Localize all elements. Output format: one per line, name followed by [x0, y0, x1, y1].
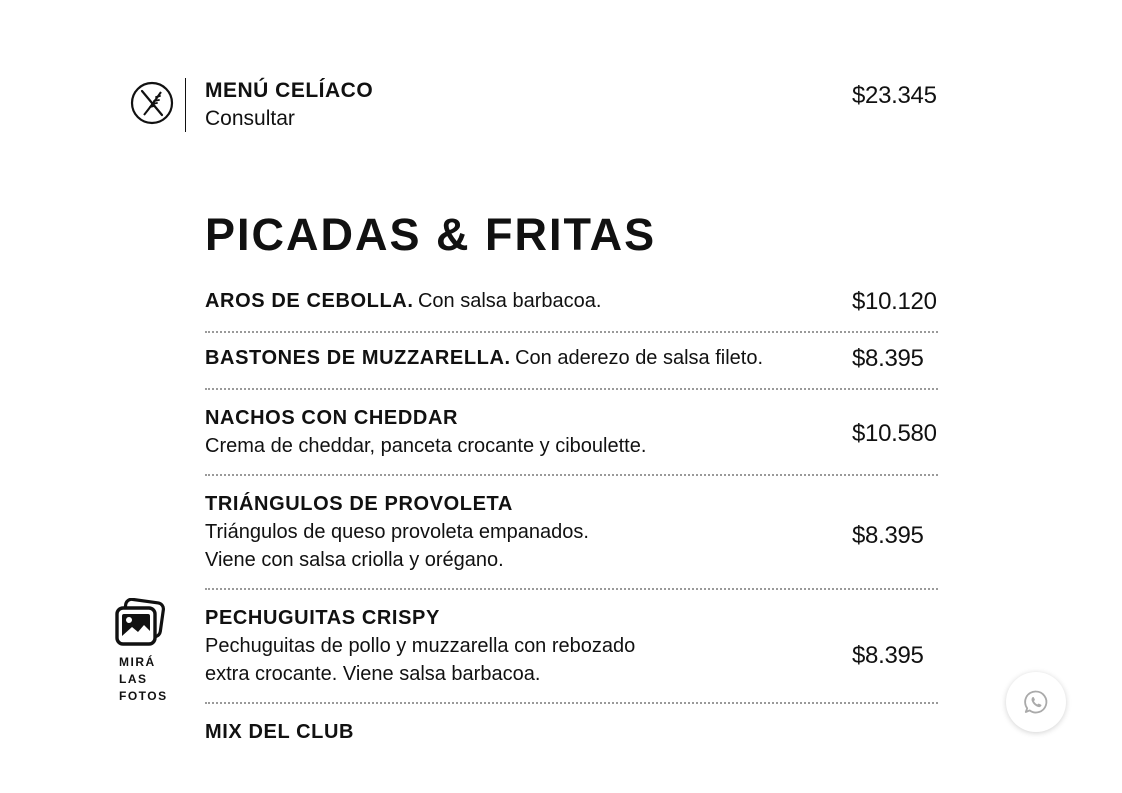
celiac-menu-price: $23.345 [852, 82, 937, 109]
menu-item [205, 490, 938, 574]
item-price: $8.395 [852, 522, 924, 549]
item-description-line: Triángulos de queso provoleta empanados. [205, 521, 589, 543]
item-name: NACHOS CON CHEDDAR [205, 407, 459, 429]
item-price: $10.580 [852, 420, 937, 447]
menu-item [205, 604, 938, 688]
section-title: PICADAS & FRITAS [205, 209, 657, 260]
celiac-divider [185, 78, 186, 132]
item-description-line: Viene con salsa criolla y orégano. [205, 549, 504, 571]
celiac-menu-subtitle: Consultar [205, 107, 295, 130]
item-name: MIX DEL CLUB [205, 721, 355, 743]
whatsapp-icon [1023, 689, 1049, 715]
item-name: PECHUGUITAS CRISPY [205, 607, 440, 629]
item-description: Con salsa barbacoa. [417, 290, 602, 312]
menu-item [205, 718, 938, 746]
item-name: BASTONES DE MUZZARELLA. [205, 347, 511, 369]
see-photos-label: MIRÁ LAS FOTOS [119, 655, 168, 703]
item-name: TRIÁNGULOS DE PROVOLETA [205, 493, 513, 515]
see-photos-link[interactable] [114, 598, 174, 705]
item-name: AROS DE CEBOLLA. [205, 290, 414, 312]
menu-item [205, 290, 938, 313]
gluten-free-icon [130, 81, 174, 125]
item-price: $8.395 [852, 345, 924, 372]
item-description-line: Pechuguitas de pollo y muzzarella con rebozado [205, 635, 636, 657]
item-description: Con aderezo de salsa fileto. [515, 347, 764, 369]
item-description-line: extra crocante. Viene salsa barbacoa. [205, 663, 541, 685]
menu-item [205, 404, 938, 460]
celiac-menu-title: MENÚ CELÍACO [205, 79, 374, 102]
dotted-divider [205, 331, 938, 333]
dotted-divider [205, 702, 938, 704]
dotted-divider [205, 588, 938, 590]
item-price: $10.120 [852, 288, 937, 315]
item-description-line: Crema de cheddar, panceta crocante y ciboulette. [205, 435, 647, 457]
whatsapp-button[interactable] [1006, 672, 1066, 732]
menu-item [205, 347, 938, 370]
dotted-divider [205, 388, 938, 390]
item-price: $8.395 [852, 642, 924, 669]
dotted-divider [205, 474, 938, 476]
photo-gallery-icon [114, 598, 166, 650]
